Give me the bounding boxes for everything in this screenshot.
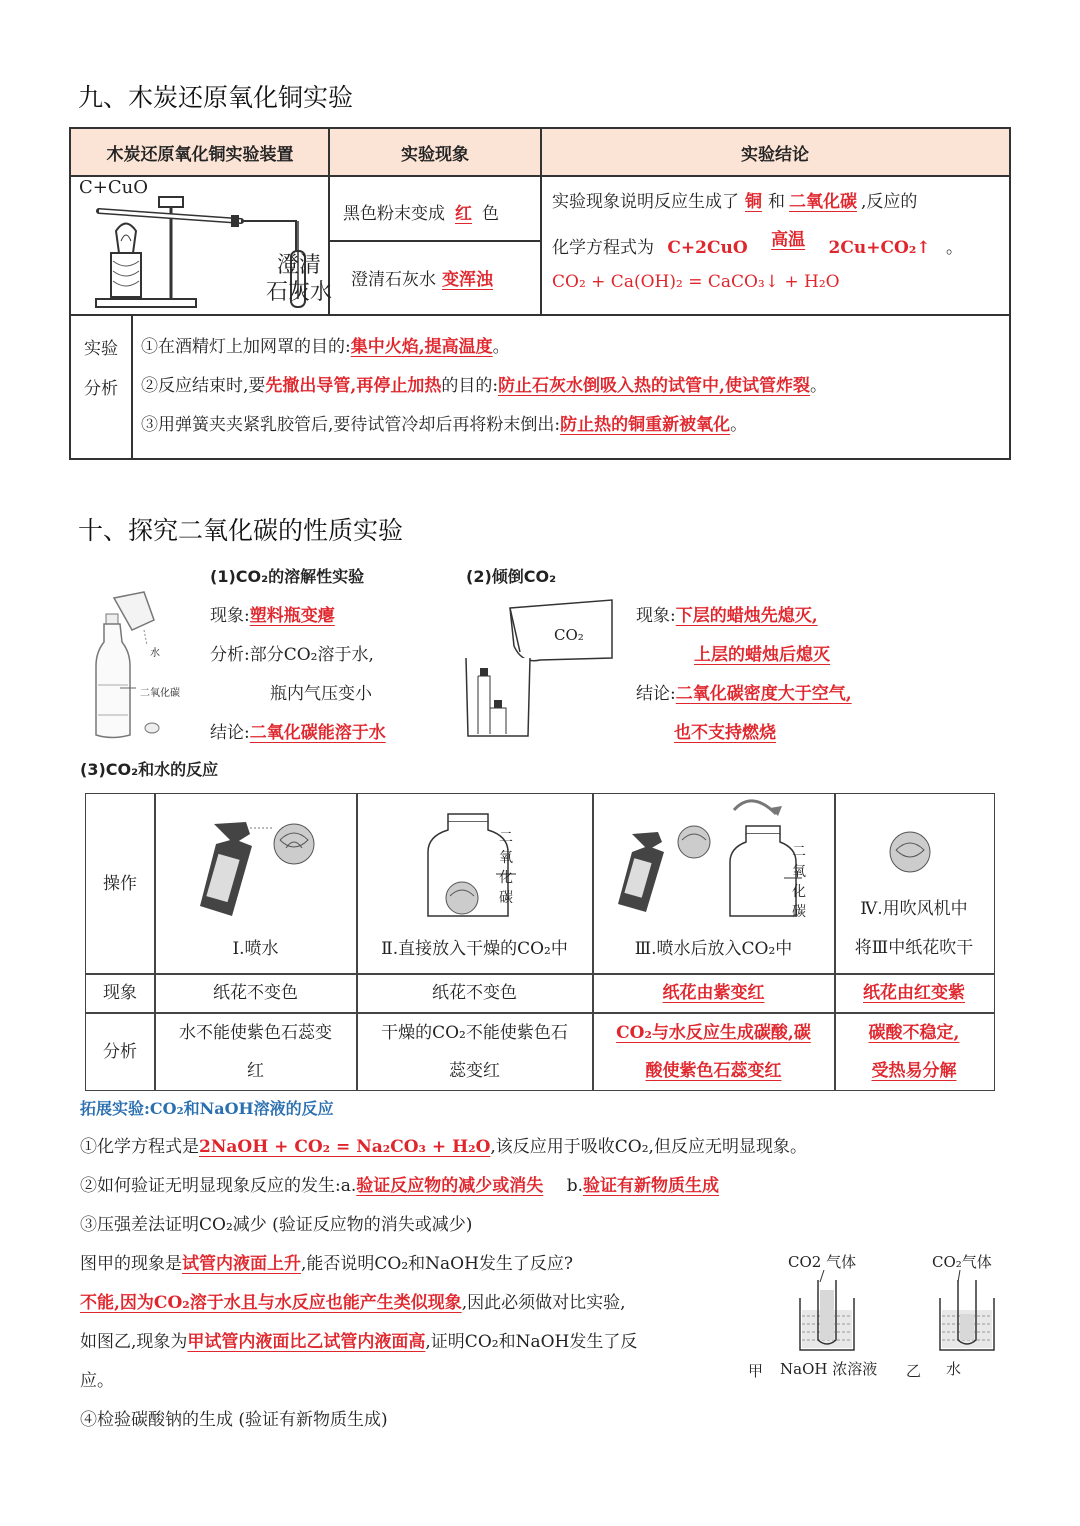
dry-co2-jar-illustration	[426, 812, 546, 924]
fig-gas-label-2: CO₂气体	[932, 1253, 992, 1271]
jar3-co2-label: 二氧化碳	[792, 844, 806, 920]
conclusion-products: 实验现象说明反应生成了 铜 和 二氧化碳 ,反应的	[552, 192, 918, 212]
pour-co2-label: CO₂	[554, 626, 584, 644]
fig-label-jia: 甲	[748, 1362, 764, 1380]
limewater-equation: CO₂ + Ca(OH)₂ = CaCO₃↓ + H₂O	[552, 272, 840, 292]
extension-title: 拓展实验:CO₂和NaOH溶液的反应	[80, 1099, 334, 1118]
phen2: 纸花不变色	[432, 983, 517, 1003]
exp1-title: (1)CO₂的溶解性实验	[210, 567, 365, 586]
phenomenon-black-powder: 黑色粉末变成 红 色	[343, 204, 499, 224]
dried-flower-illustration	[882, 828, 942, 880]
apparatus-label: C+CuO	[79, 177, 148, 198]
op1-label: Ⅰ.喷水	[232, 939, 279, 959]
analysis-item-1: ①在酒精灯上加网罩的目的:集中火焰,提高温度。	[141, 337, 510, 357]
analysis-item-3: ③用弹簧夹夹紧乳胶管后,要待试管冷却后再将粉末倒出:防止热的铜重新被氧化。	[141, 415, 748, 435]
section-nine-title: 九、木炭还原氧化铜实验	[78, 83, 354, 112]
header-phenomenon: 实验现象	[329, 129, 541, 177]
ext-line-6: 如图乙,现象为甲试管内液面比乙试管内液面高,证明CO₂和NaOH发生了反	[80, 1332, 638, 1352]
row-phenomenon-label: 现象	[103, 983, 137, 1003]
pouring-co2-illustration	[462, 598, 617, 743]
anal1: 水不能使紫色石蕊变 红	[179, 1022, 332, 1081]
exp1-analysis: 分析:部分CO₂溶于水,	[210, 645, 374, 665]
exp2-conclusion: 结论:二氧化碳密度大于空气,	[636, 684, 852, 704]
header-apparatus: 木炭还原氧化铜实验装置	[71, 129, 329, 177]
section-ten-title: 十、探究二氧化碳的性质实验	[78, 516, 404, 545]
ext-line-7: 应。	[80, 1371, 114, 1391]
ext-line-4: 图甲的现象是试管内液面上升,能否说明CO₂和NaOH发生了反应?	[80, 1254, 574, 1274]
limewater-label: 澄清 石灰水	[266, 253, 333, 305]
ext-line-2: ②如何验证无明显现象反应的发生:a.验证反应物的减少或消失 b.验证有新物质生成	[80, 1176, 719, 1196]
phen3: 纸花由紫变红	[662, 983, 765, 1003]
anal4: 碳酸不稳定, 受热易分解	[868, 1022, 960, 1081]
exp2-conclusion-2: 也不支持燃烧	[674, 723, 776, 743]
fig-label-water: 水	[946, 1360, 962, 1378]
exp1-analysis-2: 瓶内气压变小	[270, 684, 372, 704]
exp2-phenomenon: 现象:下层的蜡烛先熄灭,	[636, 606, 818, 626]
exp1-conclusion: 结论:二氧化碳能溶于水	[210, 723, 386, 743]
op2-label: Ⅱ.直接放入干燥的CO₂中	[381, 939, 568, 959]
header-conclusion: 实验结论	[541, 129, 1009, 177]
exp2-phenomenon-2: 上层的蜡烛后熄灭	[694, 645, 830, 665]
ext-line-8: ④检验碳酸钠的生成 (验证有新物质生成)	[80, 1410, 388, 1430]
analysis-label: 实验 分析	[84, 339, 118, 399]
phen1: 纸花不变色	[213, 983, 298, 1003]
ext-line-3: ③压强差法证明CO₂减少 (验证反应物的消失或减少)	[80, 1215, 473, 1235]
analysis-item-2: ②反应结束时,要先撤出导管,再停止加热的目的:防止石灰水倒吸入热的试管中,使试管炸裂。	[141, 376, 827, 396]
bottle-co2-label: 二氧化碳	[140, 688, 180, 699]
fig-gas-label-1: CO2 气体	[788, 1253, 857, 1271]
bottle-illustration	[92, 590, 187, 745]
exp3-title: (3)CO₂和水的反应	[80, 760, 219, 779]
fig-label-naoh: NaOH 浓溶液	[780, 1360, 878, 1378]
pressure-comparison-illustration	[790, 1270, 1000, 1355]
row-analysis-label: 分析	[103, 1041, 137, 1062]
ext-line-1: ①化学方程式是2NaOH + CO₂ = Na₂CO₃ + H₂O,该反应用于吸收CO₂,但反应无明显现象。	[80, 1137, 807, 1157]
bottle-water-label: 水	[150, 648, 160, 659]
jar2-co2-label: 二氧化碳	[499, 830, 513, 906]
op4-label: Ⅳ.用吹风机中 将Ⅲ中纸花吹干	[854, 899, 974, 958]
anal2: 干燥的CO₂不能使紫色石 蕊变红	[381, 1022, 568, 1081]
exp1-phenomenon: 现象:塑料瓶变瘪	[210, 606, 335, 626]
op3-label: Ⅲ.喷水后放入CO₂中	[634, 939, 793, 959]
spray-flower-illustration	[194, 814, 334, 919]
conclusion-equation: 化学方程式为 C+2CuO 高温 2Cu+CO₂↑ 。	[552, 230, 963, 258]
co2-water-table	[85, 793, 995, 1091]
ext-line-5: 不能,因为CO₂溶于水且与水反应也能产生类似现象,因此必须做对比实验,	[80, 1293, 626, 1313]
fig-label-yi: 乙	[906, 1362, 922, 1380]
phen4: 纸花由红变紫	[863, 983, 965, 1003]
row-operation-label: 操作	[103, 873, 137, 894]
exp2-title: (2)倾倒CO₂	[466, 567, 557, 586]
anal3: CO₂与水反应生成碳酸,碳 酸使紫色石蕊变红	[616, 1022, 811, 1081]
charcoal-experiment-table	[69, 127, 1011, 460]
phenomenon-limewater: 澄清石灰水 变浑浊	[351, 270, 493, 290]
